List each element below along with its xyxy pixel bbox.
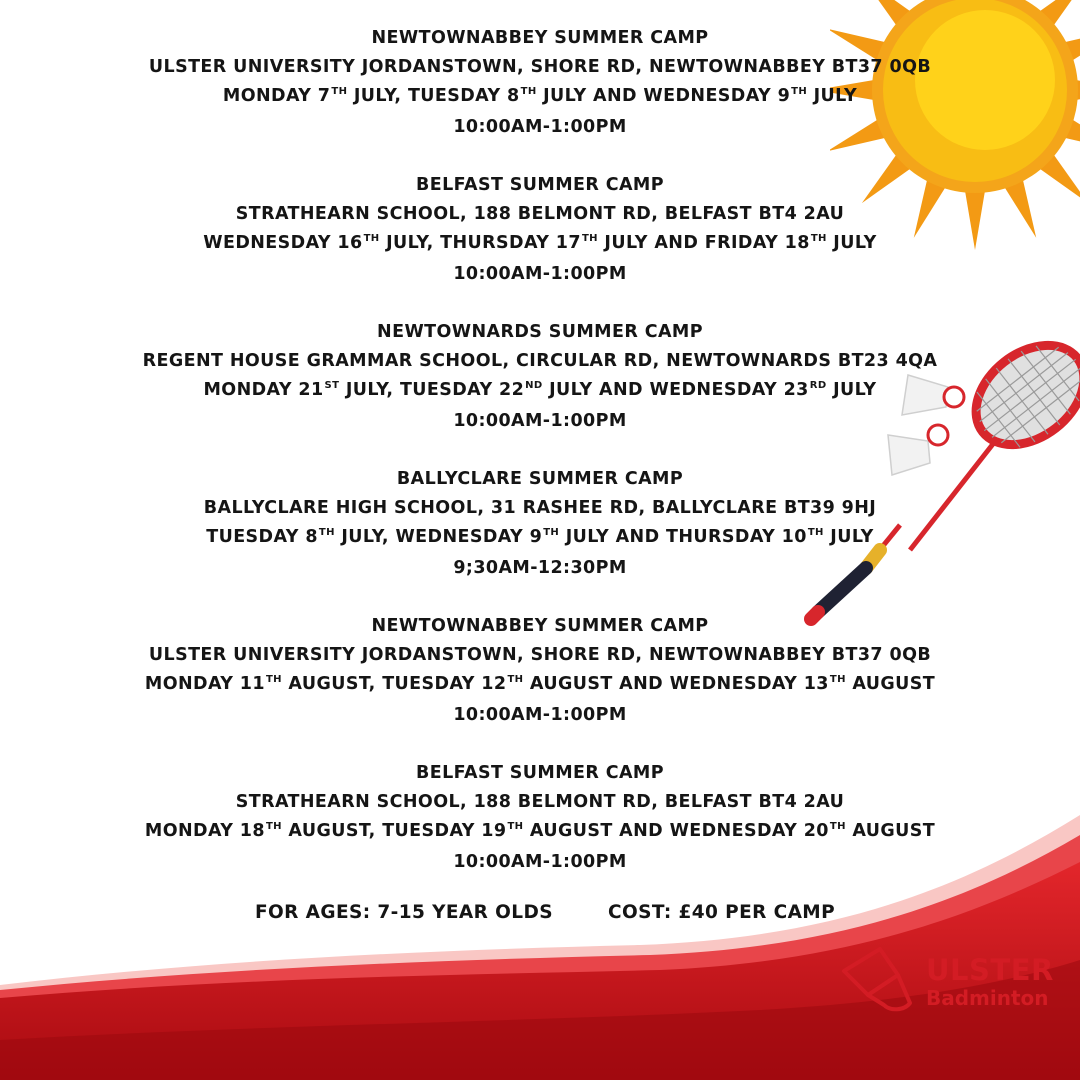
date-rest: AUGUST AND bbox=[523, 821, 670, 841]
camp-venue: ULSTER UNIVERSITY JORDANSTOWN, SHORE RD, NEWTOWNABBEY BT37 0QB bbox=[148, 57, 932, 77]
camp-venue: STRATHEARN SCHOOL, 188 BELMONT RD, BELFAST BT4 2AU bbox=[235, 204, 845, 224]
ages-text: FOR AGES: 7-15 YEAR OLDS bbox=[255, 902, 553, 923]
date-suffix: TH bbox=[520, 86, 537, 97]
camp-time: 9;30AM-12:30PM bbox=[453, 558, 627, 578]
date-rest: AUGUST AND bbox=[523, 674, 670, 694]
date-rest: JULY AND bbox=[559, 527, 667, 547]
camp-list bbox=[140, 24, 940, 906]
camp-title: BELFAST SUMMER CAMP bbox=[416, 763, 664, 783]
camp-venue: ULSTER UNIVERSITY JORDANSTOWN, SHORE RD, NEWTOWNABBEY BT37 0QB bbox=[148, 645, 932, 665]
ulster-badminton-logo bbox=[838, 935, 1073, 1020]
date-rest: JULY AND bbox=[597, 233, 705, 253]
date-day: WEDNESDAY 13 bbox=[669, 674, 829, 694]
date-day: WEDNESDAY 9 bbox=[395, 527, 543, 547]
date-day: WEDNESDAY 20 bbox=[669, 821, 829, 841]
camp-entry bbox=[140, 465, 940, 583]
date-suffix: TH bbox=[363, 233, 380, 244]
date-rest: AUGUST, bbox=[281, 674, 383, 694]
date-suffix: ST bbox=[324, 380, 340, 391]
camp-time: 10:00AM-1:00PM bbox=[453, 852, 627, 872]
camp-venue: REGENT HOUSE GRAMMAR SCHOOL, CIRCULAR RD, NEWTOWNARDS BT23 4QA bbox=[142, 351, 938, 371]
date-day: WEDNESDAY 23 bbox=[649, 380, 809, 400]
date-suffix: ND bbox=[525, 380, 543, 391]
date-suffix: TH bbox=[581, 233, 598, 244]
camp-entry bbox=[140, 318, 940, 436]
camp-dates bbox=[140, 670, 940, 701]
date-day: FRIDAY 18 bbox=[704, 233, 810, 253]
camp-venue: STRATHEARN SCHOOL, 188 BELMONT RD, BELFAST BT4 2AU bbox=[235, 792, 845, 812]
sun-ray bbox=[964, 187, 985, 250]
date-day: MONDAY 21 bbox=[203, 380, 324, 400]
camp-time: 10:00AM-1:00PM bbox=[453, 117, 627, 137]
shuttlecock-icon bbox=[838, 941, 918, 1013]
date-rest: AUGUST bbox=[845, 821, 936, 841]
date-rest: JULY bbox=[823, 527, 874, 547]
camp-dates bbox=[140, 229, 940, 260]
date-rest: JULY AND bbox=[536, 86, 644, 106]
camp-time: 10:00AM-1:00PM bbox=[453, 411, 627, 431]
date-day: TUESDAY 8 bbox=[206, 527, 318, 547]
date-suffix: TH bbox=[791, 86, 808, 97]
date-rest: AUGUST, bbox=[281, 821, 383, 841]
camp-title: NEWTOWNABBEY SUMMER CAMP bbox=[371, 616, 709, 636]
date-day: WEDNESDAY 16 bbox=[203, 233, 363, 253]
camp-venue: BALLYCLARE HIGH SCHOOL, 31 RASHEE RD, BALLYCLARE BT39 9HJ bbox=[203, 498, 877, 518]
date-suffix: TH bbox=[507, 821, 524, 832]
camp-dates bbox=[140, 82, 940, 113]
camp-entry bbox=[140, 612, 940, 730]
date-suffix: TH bbox=[810, 233, 827, 244]
date-suffix: TH bbox=[807, 527, 824, 538]
date-suffix: TH bbox=[331, 86, 348, 97]
date-suffix: TH bbox=[318, 527, 335, 538]
date-rest: JULY, bbox=[339, 380, 400, 400]
camp-entry bbox=[140, 24, 940, 142]
camp-title: BALLYCLARE SUMMER CAMP bbox=[396, 469, 684, 489]
date-suffix: TH bbox=[507, 674, 524, 685]
date-rest: JULY, bbox=[379, 233, 441, 253]
camp-dates bbox=[140, 817, 940, 848]
date-rest: JULY bbox=[826, 233, 877, 253]
cost-text: COST: £40 PER CAMP bbox=[608, 902, 836, 923]
date-suffix: TH bbox=[265, 821, 282, 832]
date-day: MONDAY 11 bbox=[144, 674, 265, 694]
date-rest: JULY bbox=[826, 380, 877, 400]
date-day: TUESDAY 12 bbox=[382, 674, 507, 694]
camp-dates bbox=[140, 376, 940, 407]
date-day: TUESDAY 19 bbox=[382, 821, 507, 841]
date-suffix: TH bbox=[829, 821, 846, 832]
date-day: TUESDAY 22 bbox=[399, 380, 525, 400]
logo-title: ULSTER bbox=[926, 953, 1054, 987]
date-suffix: TH bbox=[265, 674, 282, 685]
date-day: THURSDAY 10 bbox=[666, 527, 807, 547]
camp-dates bbox=[140, 523, 940, 554]
date-day: MONDAY 7 bbox=[222, 86, 331, 106]
date-day: THURSDAY 17 bbox=[440, 233, 581, 253]
camp-entry bbox=[140, 759, 940, 877]
logo-subtitle: Badminton bbox=[926, 986, 1049, 1010]
date-suffix: TH bbox=[543, 527, 560, 538]
camp-time: 10:00AM-1:00PM bbox=[453, 264, 627, 284]
date-rest: JULY, bbox=[334, 527, 396, 547]
camp-title: BELFAST SUMMER CAMP bbox=[416, 175, 664, 195]
date-rest: JULY AND bbox=[542, 380, 650, 400]
date-rest: JULY bbox=[807, 86, 858, 106]
camp-entry bbox=[140, 171, 940, 289]
camp-title: NEWTOWNARDS SUMMER CAMP bbox=[377, 322, 703, 342]
date-rest: AUGUST bbox=[845, 674, 936, 694]
date-day: TUESDAY 8 bbox=[407, 86, 520, 106]
date-day: MONDAY 18 bbox=[144, 821, 265, 841]
date-day: WEDNESDAY 9 bbox=[643, 86, 791, 106]
date-suffix: RD bbox=[809, 380, 827, 391]
camp-time: 10:00AM-1:00PM bbox=[453, 705, 627, 725]
date-suffix: TH bbox=[829, 674, 846, 685]
camp-title: NEWTOWNABBEY SUMMER CAMP bbox=[371, 28, 709, 48]
date-rest: JULY, bbox=[347, 86, 408, 106]
